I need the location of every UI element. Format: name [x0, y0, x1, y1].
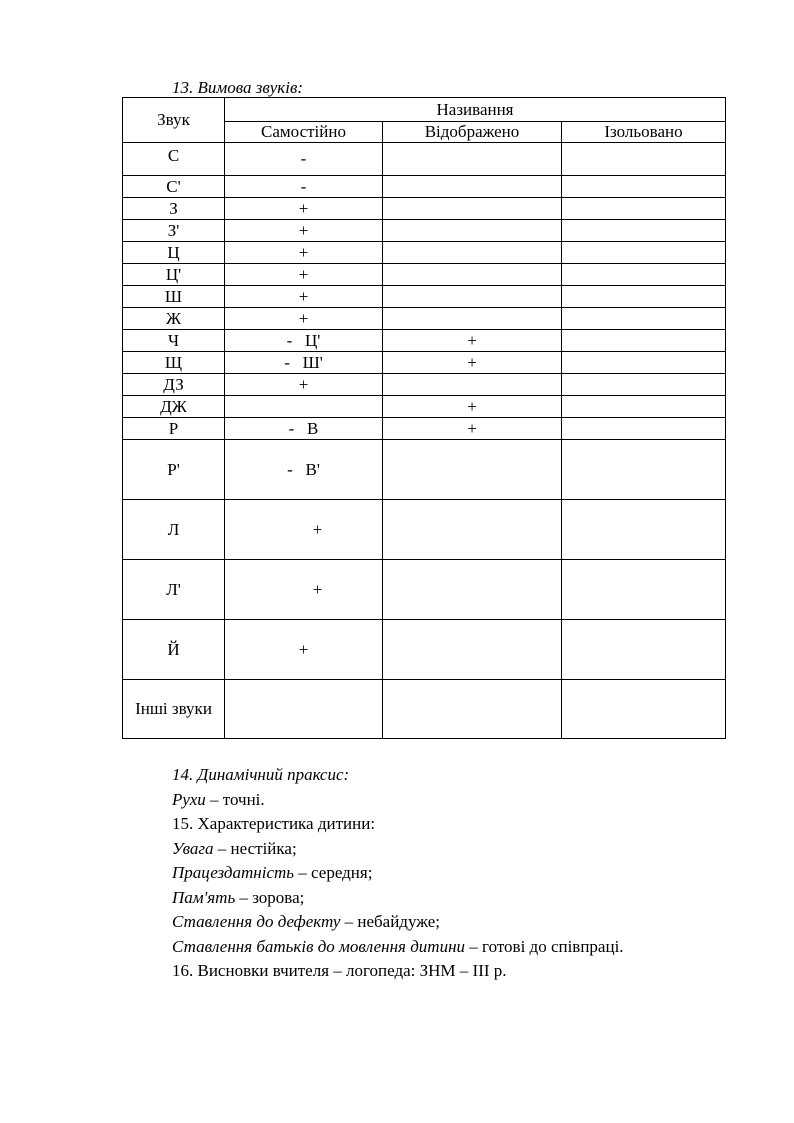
section-15-title: 15. Характеристика дитини: [172, 814, 376, 833]
independent-cell: + [225, 500, 383, 560]
reflected-cell: + [383, 352, 562, 374]
isolated-cell [562, 396, 726, 418]
table-row [123, 352, 726, 374]
table-row [123, 440, 726, 500]
table-row [123, 620, 726, 680]
reflected-cell [383, 374, 562, 396]
isolated-cell [562, 374, 726, 396]
isolated-cell [562, 680, 726, 739]
independent-cell: + [225, 560, 383, 620]
independent-cell: + [225, 220, 383, 242]
sound-cell: Л' [123, 560, 225, 620]
sound-cell: ДЖ [123, 396, 225, 418]
independent-cell [225, 680, 383, 739]
sound-cell: З' [123, 220, 225, 242]
isolated-cell [562, 352, 726, 374]
sound-cell: Інші звуки [123, 680, 225, 739]
table-row [123, 374, 726, 396]
table-row [123, 330, 726, 352]
independent-cell: - [225, 176, 383, 198]
trait-value: – зорова; [235, 887, 305, 907]
trait-line [172, 910, 624, 935]
movements-label: Рухи [172, 789, 206, 809]
trait-value: – небайдуже; [340, 912, 441, 931]
reflected-cell [383, 680, 562, 739]
table-row [123, 396, 726, 418]
reflected-cell [383, 286, 562, 308]
isolated-cell [562, 143, 726, 176]
table-row [123, 308, 726, 330]
independent-cell [225, 396, 383, 418]
reflected-cell [383, 560, 562, 620]
isolated-cell [562, 286, 726, 308]
trait-line [172, 935, 624, 960]
independent-cell: - Ц' [225, 330, 383, 352]
header-independent: Самостійно [225, 122, 383, 143]
sound-cell: С [123, 143, 225, 176]
reflected-cell [383, 220, 562, 242]
sound-cell: Щ [123, 352, 225, 374]
table-row [123, 500, 726, 560]
section-16-conclusion: 16. Висновки вчителя – логопеда: ЗНМ – ІІІ р. [172, 961, 507, 980]
table-row [123, 176, 726, 198]
reflected-cell [383, 620, 562, 680]
sound-cell: Ч [123, 330, 225, 352]
section-13-title: 13. Вимова звуків: [172, 78, 304, 97]
sound-cell: Й [123, 620, 225, 680]
isolated-cell [562, 264, 726, 286]
sound-cell: ДЗ [123, 374, 225, 396]
isolated-cell [562, 560, 726, 620]
independent-cell: + [225, 308, 383, 330]
isolated-cell [562, 176, 726, 198]
independent-cell: + [225, 242, 383, 264]
isolated-cell [562, 220, 726, 242]
reflected-cell [383, 440, 562, 500]
reflected-cell [383, 198, 562, 220]
independent-cell: + [225, 374, 383, 396]
reflected-cell [383, 308, 562, 330]
table-row [123, 680, 726, 739]
reflected-cell: + [383, 330, 562, 352]
isolated-cell [562, 500, 726, 560]
sound-cell: С' [123, 176, 225, 198]
isolated-cell [562, 242, 726, 264]
trait-label: Пам'ять [172, 887, 236, 907]
table-row [123, 418, 726, 440]
trait-label: Ставлення батьків до мовлення дитини [172, 936, 466, 956]
trait-line [172, 837, 624, 862]
table-row [123, 220, 726, 242]
isolated-cell [562, 620, 726, 680]
isolated-cell [562, 418, 726, 440]
reflected-cell [383, 176, 562, 198]
independent-cell: + [225, 286, 383, 308]
trait-label: Працездатність [172, 863, 295, 882]
header-naming: Називання [225, 98, 726, 122]
sound-pronunciation-table [122, 97, 726, 739]
independent-cell: + [225, 264, 383, 286]
isolated-cell [562, 198, 726, 220]
reflected-cell [383, 264, 562, 286]
trait-line [172, 861, 624, 886]
sound-cell: Р' [123, 440, 225, 500]
independent-cell: - В' [225, 440, 383, 500]
table-row [123, 286, 726, 308]
table-row [123, 264, 726, 286]
independent-cell: - В [225, 418, 383, 440]
table-row [123, 143, 726, 176]
section-14-title: 14. Динамічний праксис: [172, 765, 350, 784]
sound-cell: З [123, 198, 225, 220]
isolated-cell [562, 308, 726, 330]
trait-label: Ставлення до дефекту [172, 912, 341, 931]
isolated-cell [562, 330, 726, 352]
trait-value: – нестійка; [213, 838, 297, 858]
reflected-cell [383, 242, 562, 264]
table-row [123, 198, 726, 220]
header-isolated: Ізольовано [562, 122, 726, 143]
sound-cell: Ц [123, 242, 225, 264]
reflected-cell [383, 143, 562, 176]
trait-label: Увага [172, 838, 214, 858]
reflected-cell: + [383, 418, 562, 440]
isolated-cell [562, 440, 726, 500]
sound-cell: Р [123, 418, 225, 440]
independent-cell: + [225, 198, 383, 220]
independent-cell: - Ш' [225, 352, 383, 374]
independent-cell: + [225, 620, 383, 680]
sound-cell: Ш [123, 286, 225, 308]
movements-line [172, 788, 624, 813]
notes-block [172, 763, 624, 984]
sound-cell: Ж [123, 308, 225, 330]
header-reflected: Відображено [383, 122, 562, 143]
reflected-cell [383, 500, 562, 560]
sound-cell: Л [123, 500, 225, 560]
independent-cell: - [225, 143, 383, 176]
movements-value: – точні. [205, 789, 265, 809]
trait-line [172, 886, 624, 911]
header-sound: Звук [123, 98, 225, 143]
reflected-cell: + [383, 396, 562, 418]
trait-value: – середня; [294, 863, 373, 882]
table-row [123, 242, 726, 264]
sound-cell: Ц' [123, 264, 225, 286]
trait-value: – готові до співпраці. [465, 936, 624, 956]
table-row [123, 560, 726, 620]
